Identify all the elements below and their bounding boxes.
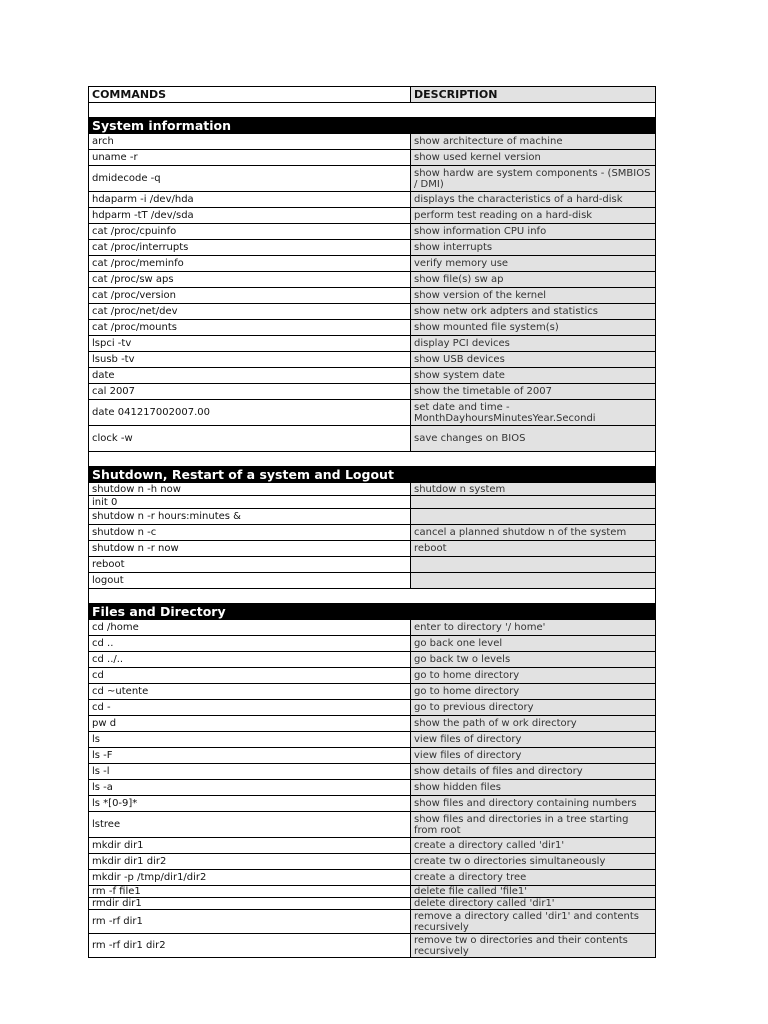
- spacer-row: [89, 452, 656, 467]
- description-cell: view files of directory: [411, 748, 656, 764]
- section-header-row: [89, 467, 656, 483]
- description-cell: enter to directory '/ home': [411, 620, 656, 636]
- command-cell: logout: [89, 573, 411, 589]
- command-cell: cd: [89, 668, 411, 684]
- table-row: [89, 934, 656, 958]
- description-cell: remove a directory called 'dir1' and contents recursively: [411, 910, 656, 934]
- command-cell: cat /proc/interrupts: [89, 240, 411, 256]
- command-cell: cd -: [89, 700, 411, 716]
- command-cell: cat /proc/version: [89, 288, 411, 304]
- table-row: [89, 780, 656, 796]
- description-cell: show netw ork adpters and statistics: [411, 304, 656, 320]
- section-title: System information: [89, 118, 656, 134]
- table-row: [89, 166, 656, 192]
- description-cell: go to home directory: [411, 684, 656, 700]
- description-cell: [411, 573, 656, 589]
- description-cell: display PCI devices: [411, 336, 656, 352]
- table-row: [89, 240, 656, 256]
- commands-table: [88, 86, 656, 958]
- table-row: [89, 426, 656, 452]
- table-row: [89, 192, 656, 208]
- description-cell: [411, 509, 656, 525]
- command-cell: cd ..: [89, 636, 411, 652]
- command-cell: ls *[0-9]*: [89, 796, 411, 812]
- description-cell: set date and time - MonthDayhoursMinutesYear.Secondi: [411, 400, 656, 426]
- description-cell: go back one level: [411, 636, 656, 652]
- table-row: [89, 400, 656, 426]
- table-row: [89, 898, 656, 910]
- command-cell: cat /proc/sw aps: [89, 272, 411, 288]
- command-cell: mkdir dir1 dir2: [89, 854, 411, 870]
- table-row: [89, 636, 656, 652]
- spacer-cell: [89, 103, 656, 118]
- description-cell: verify memory use: [411, 256, 656, 272]
- table-row: [89, 150, 656, 166]
- description-cell: show files and directories in a tree starting from root: [411, 812, 656, 838]
- table-row: [89, 668, 656, 684]
- command-cell: pw d: [89, 716, 411, 732]
- table-row: [89, 700, 656, 716]
- description-cell: show the timetable of 2007: [411, 384, 656, 400]
- section-header-row: [89, 118, 656, 134]
- table-row: [89, 557, 656, 573]
- table-row: [89, 886, 656, 898]
- description-cell: show USB devices: [411, 352, 656, 368]
- command-cell: date: [89, 368, 411, 384]
- command-cell: shutdow n -h now: [89, 483, 411, 496]
- table-body: [89, 87, 656, 958]
- description-cell: show file(s) sw ap: [411, 272, 656, 288]
- description-cell: go back tw o levels: [411, 652, 656, 668]
- description-cell: perform test reading on a hard-disk: [411, 208, 656, 224]
- command-cell: ls -l: [89, 764, 411, 780]
- command-cell: lspci -tv: [89, 336, 411, 352]
- command-cell: rm -f file1: [89, 886, 411, 898]
- command-cell: ls -a: [89, 780, 411, 796]
- table-row: [89, 525, 656, 541]
- spacer-cell: [89, 452, 656, 467]
- description-cell: show mounted file system(s): [411, 320, 656, 336]
- description-cell: view files of directory: [411, 732, 656, 748]
- table-row: [89, 854, 656, 870]
- description-cell: go to previous directory: [411, 700, 656, 716]
- command-cell: cd ~utente: [89, 684, 411, 700]
- command-cell: hdparm -tT /dev/sda: [89, 208, 411, 224]
- table-row: [89, 716, 656, 732]
- command-cell: cd ../..: [89, 652, 411, 668]
- description-cell: shutdow n system: [411, 483, 656, 496]
- table-row: [89, 320, 656, 336]
- description-cell: create a directory called 'dir1': [411, 838, 656, 854]
- description-cell: displays the characteristics of a hard-disk: [411, 192, 656, 208]
- description-cell: show files and directory containing numbers: [411, 796, 656, 812]
- table-row: [89, 684, 656, 700]
- command-cell: cat /proc/cpuinfo: [89, 224, 411, 240]
- description-cell: cancel a planned shutdow n of the system: [411, 525, 656, 541]
- command-cell: cat /proc/net/dev: [89, 304, 411, 320]
- command-cell: shutdow n -r now: [89, 541, 411, 557]
- description-cell: show hidden files: [411, 780, 656, 796]
- command-cell: shutdow n -c: [89, 525, 411, 541]
- command-cell: rm -rf dir1: [89, 910, 411, 934]
- description-cell: show details of files and directory: [411, 764, 656, 780]
- command-cell: cat /proc/meminfo: [89, 256, 411, 272]
- command-cell: cat /proc/mounts: [89, 320, 411, 336]
- description-cell: show system date: [411, 368, 656, 384]
- table-row: [89, 910, 656, 934]
- command-cell: clock -w: [89, 426, 411, 452]
- table-row: [89, 573, 656, 589]
- description-cell: reboot: [411, 541, 656, 557]
- description-cell: create tw o directories simultaneously: [411, 854, 656, 870]
- command-cell: shutdow n -r hours:minutes &: [89, 509, 411, 525]
- command-cell: mkdir dir1: [89, 838, 411, 854]
- command-cell: arch: [89, 134, 411, 150]
- table-row: [89, 812, 656, 838]
- table-row: [89, 838, 656, 854]
- table-row: [89, 483, 656, 496]
- description-cell: show information CPU info: [411, 224, 656, 240]
- spacer-cell: [89, 589, 656, 604]
- command-cell: rm -rf dir1 dir2: [89, 934, 411, 958]
- section-title: Files and Directory: [89, 604, 656, 620]
- section-header-row: [89, 604, 656, 620]
- command-cell: mkdir -p /tmp/dir1/dir2: [89, 870, 411, 886]
- table-row: [89, 652, 656, 668]
- description-cell: create a directory tree: [411, 870, 656, 886]
- table-row: [89, 352, 656, 368]
- header-row: [89, 87, 656, 103]
- description-cell: show interrupts: [411, 240, 656, 256]
- table-row: [89, 384, 656, 400]
- command-cell: cal 2007: [89, 384, 411, 400]
- command-cell: hdaparm -i /dev/hda: [89, 192, 411, 208]
- description-cell: show version of the kernel: [411, 288, 656, 304]
- table-row: [89, 748, 656, 764]
- description-cell: show the path of w ork directory: [411, 716, 656, 732]
- description-cell: show hardw are system components - (SMBIOS / DMI): [411, 166, 656, 192]
- table-row: [89, 134, 656, 150]
- table-row: [89, 336, 656, 352]
- description-cell: delete directory called 'dir1': [411, 898, 656, 910]
- command-cell: ls: [89, 732, 411, 748]
- table-row: [89, 304, 656, 320]
- table-row: [89, 541, 656, 557]
- table-row: [89, 224, 656, 240]
- table-row: [89, 620, 656, 636]
- command-cell: reboot: [89, 557, 411, 573]
- description-cell: [411, 557, 656, 573]
- column-header-description: DESCRIPTION: [411, 87, 656, 103]
- description-cell: show used kernel version: [411, 150, 656, 166]
- description-cell: show architecture of machine: [411, 134, 656, 150]
- description-cell: delete file called 'file1': [411, 886, 656, 898]
- description-cell: save changes on BIOS: [411, 426, 656, 452]
- table-row: [89, 256, 656, 272]
- description-cell: remove tw o directories and their contents recursively: [411, 934, 656, 958]
- table-row: [89, 509, 656, 525]
- command-cell: lsusb -tv: [89, 352, 411, 368]
- command-cell: date 041217002007.00: [89, 400, 411, 426]
- spacer-row: [89, 589, 656, 604]
- table-row: [89, 732, 656, 748]
- table-row: [89, 796, 656, 812]
- command-cell: ls -F: [89, 748, 411, 764]
- table-row: [89, 368, 656, 384]
- table-row: [89, 272, 656, 288]
- command-cell: lstree: [89, 812, 411, 838]
- table-row: [89, 496, 656, 509]
- column-header-commands: COMMANDS: [89, 87, 411, 103]
- command-cell: dmidecode -q: [89, 166, 411, 192]
- command-cell: uname -r: [89, 150, 411, 166]
- command-cell: rmdir dir1: [89, 898, 411, 910]
- command-cell: cd /home: [89, 620, 411, 636]
- command-cell: init 0: [89, 496, 411, 509]
- table-row: [89, 208, 656, 224]
- table-row: [89, 764, 656, 780]
- description-cell: [411, 496, 656, 509]
- section-title: Shutdown, Restart of a system and Logout: [89, 467, 656, 483]
- description-cell: go to home directory: [411, 668, 656, 684]
- spacer-row: [89, 103, 656, 118]
- table-row: [89, 288, 656, 304]
- table-row: [89, 870, 656, 886]
